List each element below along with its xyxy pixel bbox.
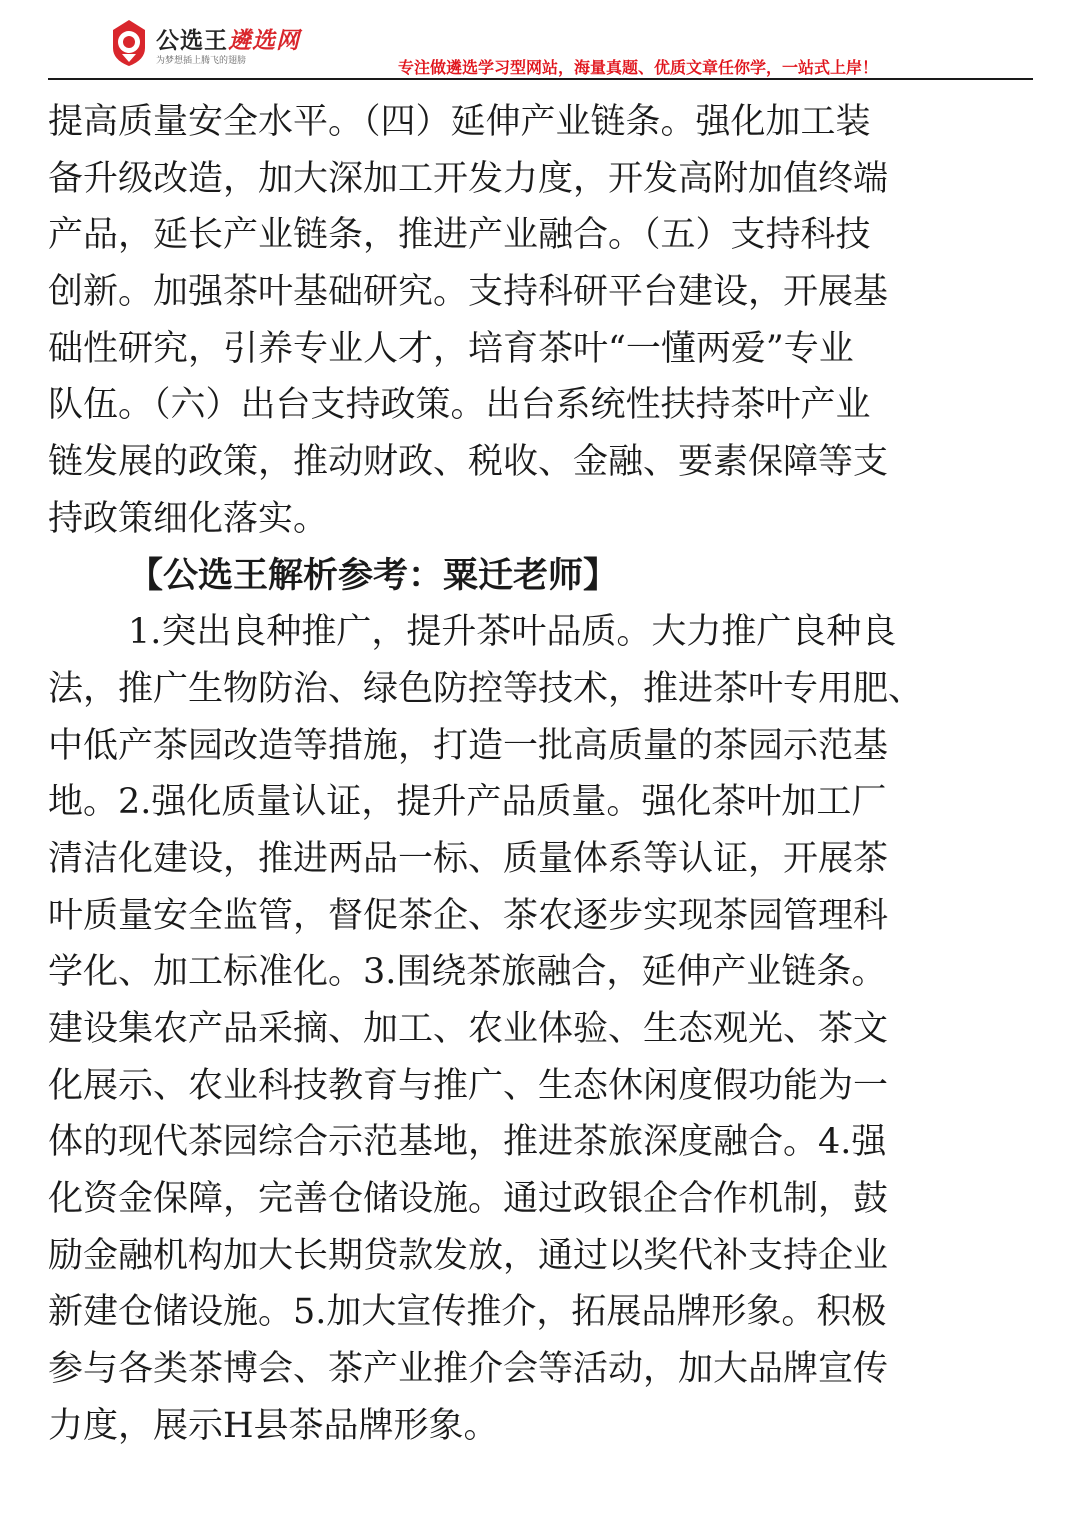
body-line: 础性研究，引养专业人才，培育茶叶“一懂两爱”专业 <box>48 328 854 369</box>
answer-line: 励金融机构加大长期贷款发放，通过以奖代补支持企业 <box>48 1235 889 1276</box>
answer-line: 化展示、农业科技教育与推广、生态休闲度假功能为一 <box>48 1065 889 1106</box>
body-line: 产品，延长产业链条，推进产业融合。（五）支持科技 <box>48 215 871 256</box>
brand-name <box>156 22 300 55</box>
answer-line: 中低产茶园改造等措施，打造一批高质量的茶园示范基 <box>48 725 889 766</box>
answer-line: 建设集农产品采摘、加工、农业体验、生态观光、茶文 <box>48 1009 889 1049</box>
answer-line: 参与各类茶博会、茶产业推介会等活动，加大品牌宣传 <box>48 1349 889 1390</box>
header-slogan: 专注做遴选学习型网站，海量真题、优质文章任你学，一站式上岸！ <box>398 58 879 77</box>
body-line: 提高质量安全水平。（四）延伸产业链条。强化加工装 <box>48 102 871 142</box>
analysis-heading: 【公选王解析参考：粟迁老师】 <box>128 554 619 596</box>
answer-line: 清洁化建设，推进两品一标、质量体系等认证，开展茶 <box>48 838 889 879</box>
body-line: 队伍。（六）出台支持政策。出台系统性扶持茶叶产业 <box>48 385 871 426</box>
answer-line: 学化、加工标准化。3.围绕茶旅融合，延伸产业链条。 <box>48 952 887 993</box>
answer-line: 力度，展示H县茶品牌形象。 <box>48 1405 499 1446</box>
body-line: 创新。加强茶叶基础研究。支持科研平台建设，开展基 <box>48 272 889 313</box>
answer-line: 地。2.强化质量认证，提升产品质量。强化茶叶加工厂 <box>48 782 887 823</box>
brand-main: 公选王 <box>156 28 228 54</box>
body-line: 持政策细化落实。 <box>48 498 329 539</box>
answer-line: 化资金保障，完善仓储设施。通过政银企合作机制，鼓 <box>48 1179 889 1220</box>
gongxuanwang-logo-icon <box>108 18 150 68</box>
body-line: 链发展的政策，推动财政、税收、金融、要素保障等支 <box>48 442 889 483</box>
answer-line: 新建仓储设施。5.加大宣传推介，拓展品牌形象。积极 <box>48 1292 887 1333</box>
answer-line: 叶质量安全监管，督促茶企、茶农逐步实现茶园管理科 <box>48 895 889 936</box>
header-divider <box>48 78 1033 80</box>
body-line: 备升级改造，加大深加工开发力度，开发高附加值终端 <box>48 158 889 199</box>
page-header <box>0 0 1080 80</box>
answer-line: 法，推广生物防治、绿色防控等技术，推进茶叶专用肥、 <box>48 668 924 709</box>
brand-accent: 遴选网 <box>228 28 300 54</box>
document-body <box>48 94 1008 1455</box>
answer-line: 1.突出良种推广，提升茶叶品质。大力推广良种良 <box>128 612 897 653</box>
brand-subtitle: 为梦想插上腾飞的翅膀 <box>156 56 247 66</box>
answer-line: 体的现代茶园综合示范基地，推进茶旅深度融合。4.强 <box>48 1122 887 1163</box>
